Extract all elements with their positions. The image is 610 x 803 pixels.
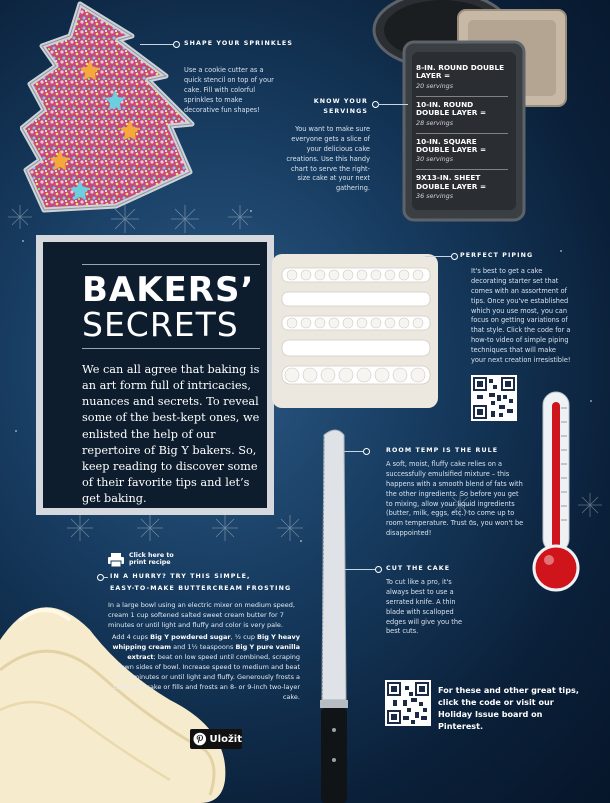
card-title: BAKERS’ [82, 270, 255, 310]
divider [82, 264, 260, 265]
cut-tip-body: To cut like a pro, it's always best to use a serrated knife. A thin blade with scalloped edges will give you the best cuts. [386, 578, 463, 636]
leader-line [425, 256, 451, 257]
printer-icon [108, 553, 124, 567]
serrated-knife-image [310, 425, 356, 803]
print-recipe-button[interactable] [108, 550, 198, 570]
pan-servings-label: 36 servings [416, 192, 454, 201]
sparkle-decoration [15, 430, 17, 432]
pan-size-label: 10-IN. ROUND DOUBLE LAYER = [416, 99, 487, 118]
shape-tip-title: SHAPE YOUR SPRINKLES [184, 40, 293, 47]
pan-servings-label: 20 servings [416, 81, 454, 90]
ingredient-name: Big Y powdered sugar [150, 633, 231, 641]
pinterest-icon [193, 732, 207, 746]
qr-code-icon [387, 682, 429, 724]
recipe-text: Add 4 cups [111, 633, 151, 641]
piping-cake-image [268, 250, 440, 410]
recipe-title-line2: EASY-TO-MAKE BUTTERCREAM FROSTING [110, 585, 292, 592]
shape-tip-body: Use a cookie cutter as a quick stencil on top of your cake. Fill with colorful sprinkles to make decorative fun shapes! [184, 66, 274, 114]
recipe-step-2 [108, 632, 300, 702]
recipe-step-1: In a large bowl using an electric mixer on medium speed, cream 1 cup softened salted sweet cream butter for 7 minutes or until light and fluffy and color is very pale. [108, 601, 295, 630]
tip-marker-dot [173, 41, 180, 48]
servings-chart-row [416, 138, 508, 164]
leader-line [103, 577, 108, 578]
servings-chart-row [416, 64, 508, 90]
tip-marker-dot [363, 448, 370, 455]
piping-video-qr-code[interactable] [471, 375, 517, 421]
divider [82, 348, 260, 349]
ingredient-name: Big Y pure vanilla extract [127, 643, 300, 662]
thermometer-image [528, 388, 584, 593]
cut-tip-title: CUT THE CAKE [386, 565, 451, 572]
piping-tip-title: PERFECT PIPING [460, 252, 534, 259]
recipe-text: and 1½ teaspoons [171, 643, 236, 652]
qr-code-icon [473, 377, 515, 419]
divider [416, 96, 508, 97]
sparkle-decoration [590, 400, 592, 402]
pan-size-label: 8-IN. ROUND DOUBLE LAYER = [416, 63, 505, 81]
tree-sprinkles-image [20, 0, 195, 225]
room-temp-tip-title: ROOM TEMP IS THE RULE [386, 447, 499, 454]
pinterest-save-label: Uložit [209, 733, 242, 745]
servings-tip-title: KNOW YOUR SERVINGS [313, 98, 368, 115]
servings-chart-row [416, 101, 508, 127]
pan-servings-label: 30 servings [416, 155, 454, 164]
leader-line [378, 104, 408, 105]
divider [416, 169, 508, 170]
pan-servings-label: 28 servings [416, 118, 454, 127]
recipe-text: ; beat on low speed until combined, scraping down sides of bowl. Increase speed to medium and beat for 5 minutes or until light and fluffy. Generously frosts a 13x9-inch cake or fills and frosts an 8- or 9-inch two-layer cake. [111, 653, 300, 702]
card-title-secondary: SECRETS [82, 305, 239, 344]
servings-chart-row [416, 174, 508, 200]
ingredient-name: Big Y heavy whipping cream [112, 633, 300, 652]
pinterest-cta-text: For these and other great tips, click the code or visit our Holiday Issue board on Pinterest. [438, 685, 579, 732]
pinterest-board-qr-code[interactable] [385, 680, 431, 726]
divider [416, 133, 508, 134]
recipe-text: , ½ cup [230, 633, 258, 641]
piping-tip-body: It's best to get a cake decorating starter set that comes with an assortment of tips. Once you've established which you use most, you can focus on getting variations of that style. Click the code for a how-to video of simple piping techniques that will make your next creation irresistible! [471, 267, 571, 365]
leader-line [140, 44, 173, 45]
servings-chart [416, 64, 508, 206]
recipe-title-line1: IN A HURRY? TRY THIS SIMPLE, [110, 573, 251, 580]
servings-tip-body: You want to make sure everyone gets a slice of your delicious cake creations. Use this handy chart to serve the right-size cake at your next gathering. [286, 125, 370, 193]
room-temp-tip-body: A soft, moist, fluffy cake relies on a successfully emulsified mixture – this happens with a smooth blend of fats with the other ingredients. So before you get to mixing, allow your liquid ingredients (butter, milk, eggs, etc.) to come up to room temperature. Trust us, you won't be disappointed! [386, 460, 524, 538]
tip-marker-dot [375, 566, 382, 573]
tip-marker-dot [451, 253, 458, 260]
print-recipe-label: Click here to print recipe [129, 552, 174, 566]
pinterest-save-button[interactable] [190, 729, 242, 749]
leader-line [345, 569, 375, 570]
card-intro-text: We can all agree that baking is an art form full of intricacies, nuances and secrets. To reveal some of the best-kept ones, we enlisted the help of our repertoire of Big Y bakers. So, keep reading to discover some of their favorite tips and let’s get baking. [82, 363, 260, 506]
pan-size-label: 10-IN. SQUARE DOUBLE LAYER = [416, 136, 487, 154]
pan-size-label: 9X13-IN. SHEET DOUBLE LAYER = [416, 173, 487, 191]
